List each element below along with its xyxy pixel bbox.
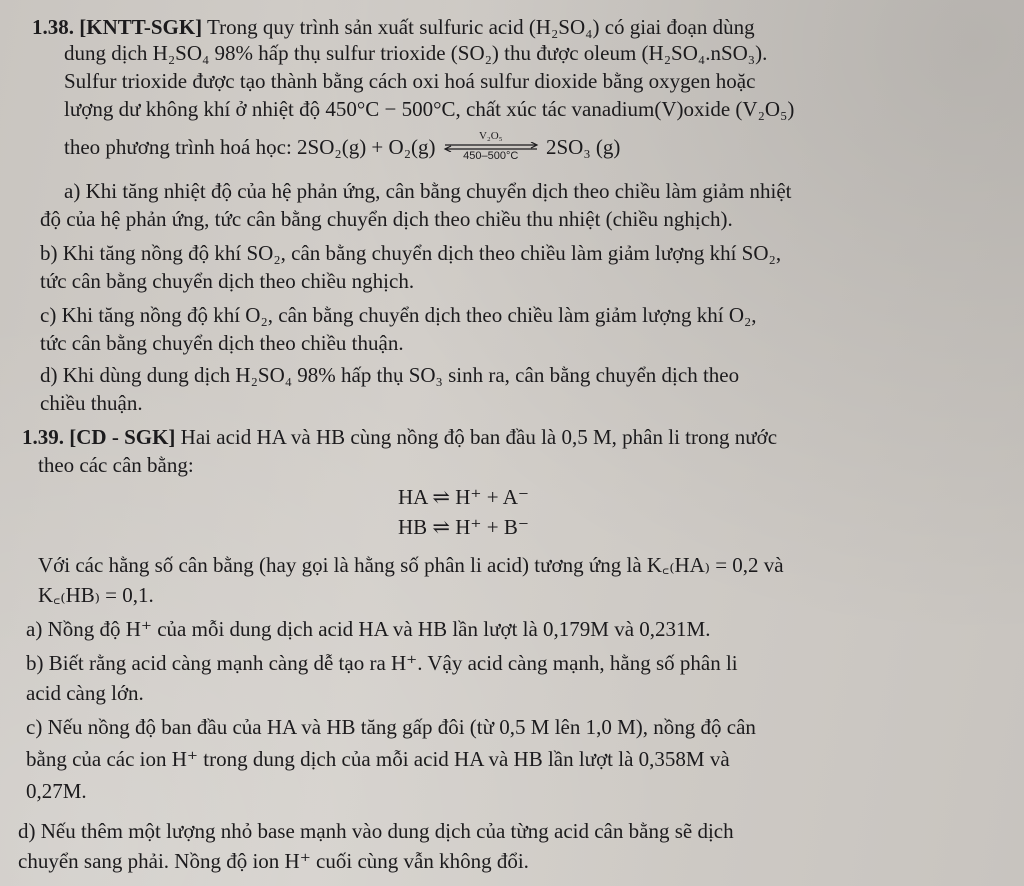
statement-139-b-1: b) Biết rằng acid càng mạnh càng dễ tạo ra H⁺. Vậy acid càng mạnh, hằng số phân li	[26, 651, 738, 675]
problem-138-number: 1.38.	[32, 15, 74, 39]
problem-139-constants-1: Với các hằng số cân bằng (hay gọi là hằng số phân li acid) tương ứng là K꜀₍HA₎ = 0,2 và	[38, 553, 784, 577]
statement-139-c-2: bằng của các ion H⁺ trong dung dịch của mỗi acid HA và HB lần lượt là 0,358M và	[26, 747, 730, 771]
equation-prefix: theo phương trình hoá học:	[64, 135, 292, 159]
statement-138-b-2: tức cân bằng chuyển dịch theo chiều nghịch.	[40, 269, 415, 293]
equation-rhs: 2SO₃ (g)	[546, 135, 621, 159]
statement-138-d-1: d) Khi dùng dung dịch H₂SO₄ 98% hấp thụ SO₃ sinh ra, cân bằng chuyển dịch theo	[40, 363, 740, 387]
problem-138-line-3: Sulfur trioxide được tạo thành bằng cách oxi hoá sulfur dioxide bằng oxygen hoặc	[64, 69, 756, 93]
statement-138-d-2: chiều thuận.	[40, 391, 143, 415]
statement-138-c-2: tức cân bằng chuyển dịch theo chiều thuận.	[40, 331, 404, 355]
statement-139-c-1: c) Nếu nồng độ ban đầu của HA và HB tăng gấp đôi (từ 0,5 M lên 1,0 M), nồng độ cân	[26, 715, 756, 739]
statement-138-a-1: a) Khi tăng nhiệt độ của hệ phản ứng, cân bằng chuyển dịch theo chiều làm giảm nhiệt	[64, 179, 792, 203]
statement-139-b-2: acid càng lớn.	[26, 681, 144, 705]
problem-138-text-1: Trong quy trình sản xuất sulfuric acid (H₂SO₄) có giai đoạn dùng	[207, 15, 755, 39]
problem-138-equation-line	[64, 130, 621, 162]
equilibrium-hb: HB ⇌ H⁺ + B⁻	[398, 515, 529, 539]
problem-139-line-2: theo các cân bằng:	[38, 453, 194, 477]
problem-138-line-1	[32, 14, 755, 40]
problem-139-text-1: Hai acid HA và HB cùng nồng độ ban đầu là 0,5 M, phân li trong nước	[180, 425, 778, 449]
problem-139-source: [CD - SGK]	[69, 425, 176, 449]
equilibrium-arrow	[443, 130, 539, 162]
equilibrium-ha: HA ⇌ H⁺ + A⁻	[398, 485, 529, 509]
arrow-catalyst: V₂O₅	[478, 130, 503, 142]
problem-138-line-2: dung dịch H₂SO₄ 98% hấp thụ sulfur trioxide (SO₂) thu được oleum (H₂SO₄.nSO₃).	[64, 41, 768, 65]
problem-139-line-1	[22, 424, 777, 450]
statement-139-a: a) Nồng độ H⁺ của mỗi dung dịch acid HA và HB lần lượt là 0,179M và 0,231M.	[26, 617, 711, 641]
statement-138-b-1: b) Khi tăng nồng độ khí SO₂, cân bằng chuyển dịch theo chiều làm giảm lượng khí SO₂,	[40, 241, 782, 265]
problem-138-line-4: lượng dư không khí ở nhiệt độ 450°C − 500°C, chất xúc tác vanadium(V)oxide (V₂O₅)	[64, 97, 795, 121]
arrow-temperature: 450–500°C	[463, 150, 519, 162]
statement-139-d-1: d) Nếu thêm một lượng nhỏ base mạnh vào dung dịch của từng acid cân bằng sẽ dịch	[18, 819, 734, 843]
problem-139-number: 1.39.	[22, 425, 64, 449]
statement-139-c-3: 0,27M.	[26, 779, 87, 803]
problem-139-constants-2: K꜀₍HB₎ = 0,1.	[38, 583, 154, 607]
statement-138-c-1: c) Khi tăng nồng độ khí O₂, cân bằng chuyển dịch theo chiều làm giảm lượng khí O₂,	[40, 303, 757, 327]
equation-lhs: 2SO₂(g) + O₂(g)	[297, 135, 436, 159]
problem-138-source: [KNTT-SGK]	[79, 15, 203, 39]
statement-139-d-2: chuyển sang phải. Nồng độ ion H⁺ cuối cùng vẫn không đổi.	[18, 849, 529, 873]
statement-138-a-2: độ của hệ phản ứng, tức cân bằng chuyển dịch theo chiều thu nhiệt (chiều nghịch).	[40, 207, 733, 231]
